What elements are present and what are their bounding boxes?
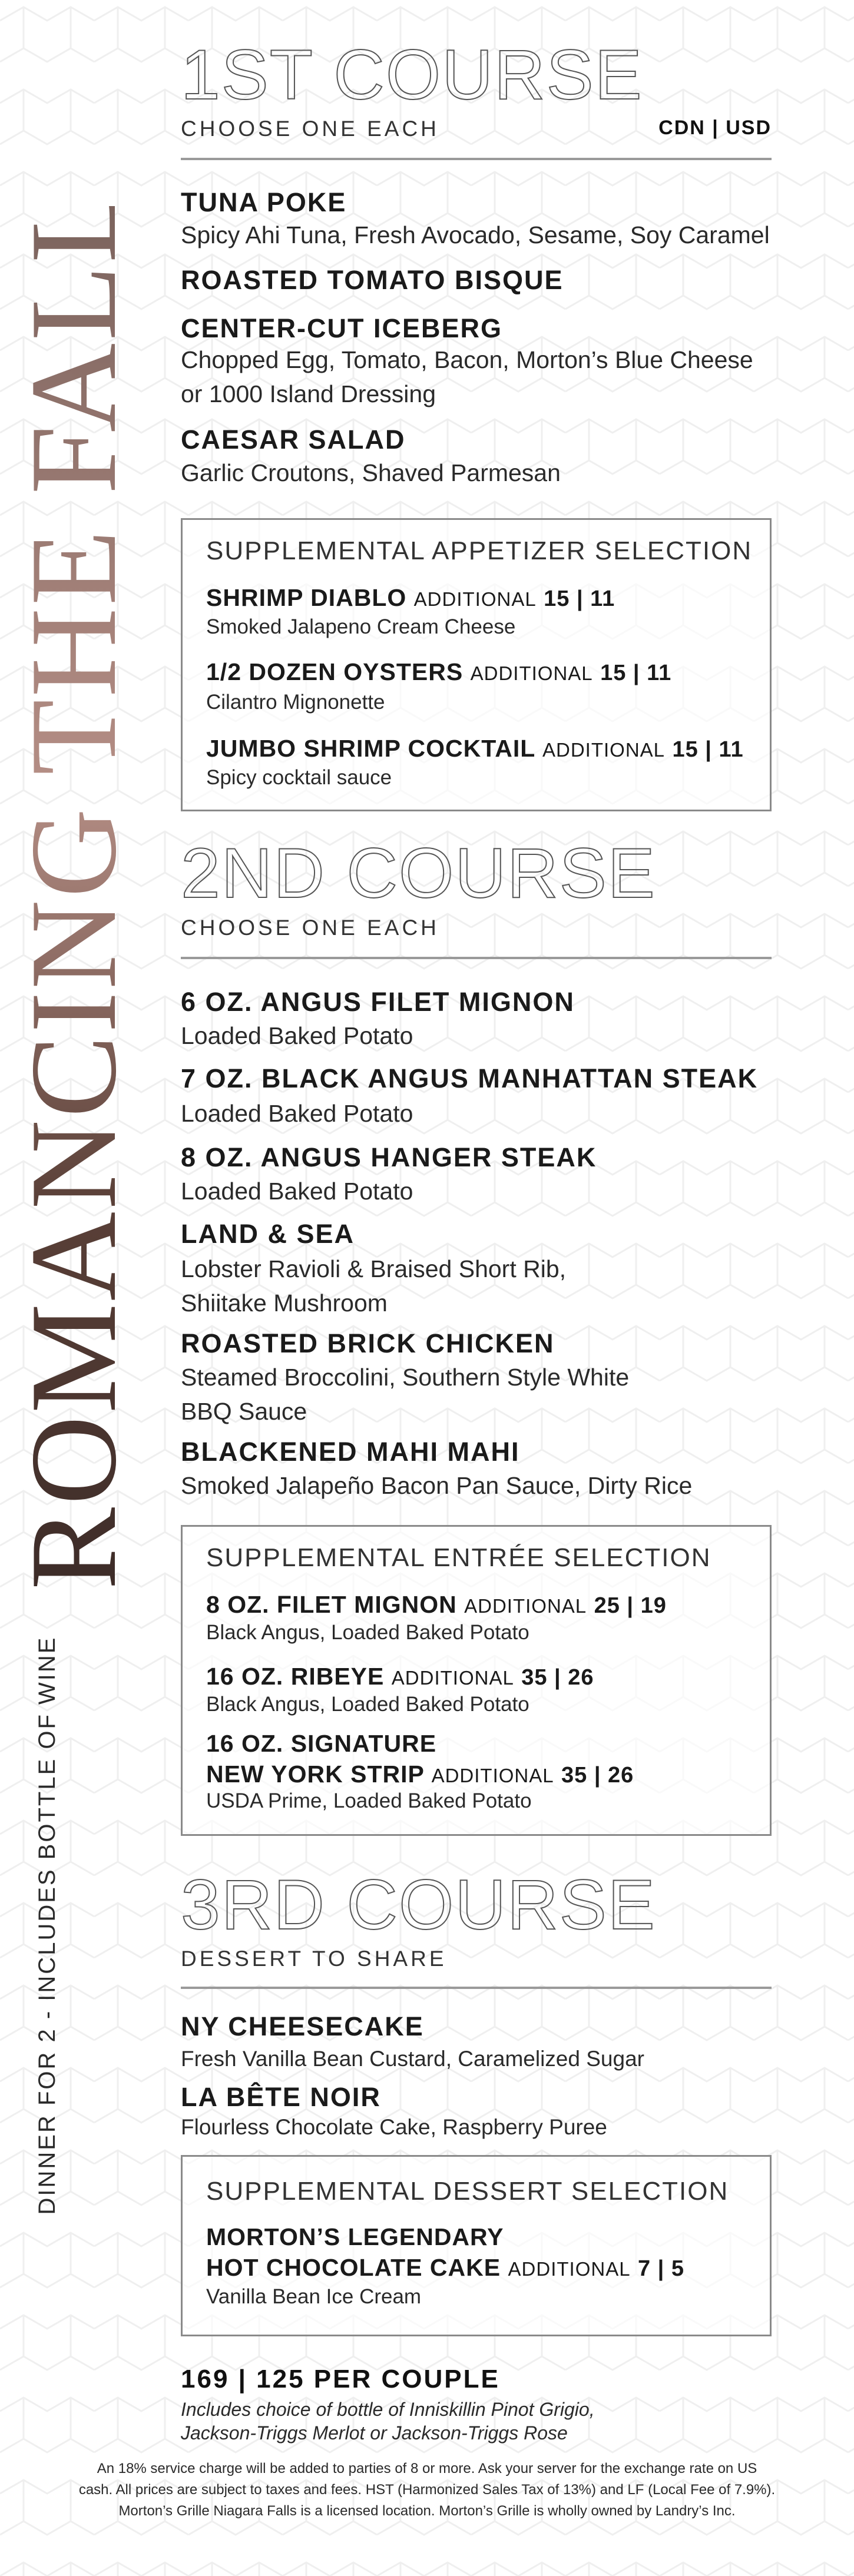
course2-item-desc: Steamed Broccolini, Southern Style White BBQ Sauce <box>181 1364 630 1425</box>
course3-subtitle: DESSERT TO SHARE <box>181 1947 447 1971</box>
course3-title: 3RD COURSE <box>181 1865 656 1944</box>
course2-item-name: BLACKENED MAHI MAHI <box>181 1437 520 1467</box>
course3-item-name: NY CHEESECAKE <box>181 2011 424 2041</box>
course2-item-desc: Loaded Baked Potato <box>181 1178 413 1205</box>
footer-disclaimer <box>65 2458 789 2522</box>
course1-title: 1ST COURSE <box>181 35 643 114</box>
supp-item-desc: USDA Prime, Loaded Baked Potato <box>206 1789 532 1812</box>
course2-item-name: LAND & SEA <box>181 1219 355 1249</box>
supp-item-desc: Smoked Jalapeno Cream Cheese <box>206 615 516 638</box>
supp-item-name: 16 OZ. RIBEYE ADDITIONAL 35 | 26 <box>206 1663 594 1690</box>
course1-rule <box>181 158 772 160</box>
supplemental-appetizer-box <box>181 518 772 811</box>
supp-item-name: 1/2 DOZEN OYSTERS ADDITIONAL 15 | 11 <box>206 658 672 685</box>
supp-item-name: 8 OZ. FILET MIGNON ADDITIONAL 25 | 19 <box>206 1591 667 1618</box>
course2-item-desc: Loaded Baked Potato <box>181 1022 413 1049</box>
supp-item-name: MORTON’S LEGENDARY HOT CHOCOLATE CAKE ADDITIONAL 7 | 5 <box>206 2223 684 2281</box>
course2-title: 2ND COURSE <box>181 834 656 913</box>
couple-price: 169 | 125 PER COUPLE <box>181 2365 500 2393</box>
course1-item-desc: Spicy Ahi Tuna, Fresh Avocado, Sesame, Soy Caramel <box>181 221 770 248</box>
course2-item-desc: Loaded Baked Potato <box>181 1100 413 1127</box>
wine-note: Includes choice of bottle of Inniskillin Pinot Grigio, Jackson-Triggs Merlot or Jackson-Triggs Rose <box>181 2399 595 2444</box>
course2-rule <box>181 957 772 959</box>
side-subtitle: DINNER FOR 2 - INCLUDES BOTTLE OF WINE <box>34 1636 60 2215</box>
course2-item-name: 6 OZ. ANGUS FILET MIGNON <box>181 987 575 1017</box>
side-title: ROMANCING THE FALLS <box>0 206 147 1590</box>
course2-item-desc: Lobster Ravioli & Braised Short Rib, Shiitake Mushroom <box>181 1255 567 1317</box>
supplemental-dessert-box <box>181 2155 772 2336</box>
footer-line: An 18% service charge will be added to parties of 8 or more. Ask your server for the exchange rate on US <box>97 2461 757 2476</box>
supplemental-entree-title: SUPPLEMENTAL ENTRÉE SELECTION <box>206 1543 711 1572</box>
course3-item-desc: Flourless Chocolate Cake, Raspberry Puree <box>181 2115 607 2139</box>
course1-item-desc: Chopped Egg, Tomato, Bacon, Morton’s Blue Cheese or 1000 Island Dressing <box>181 346 753 407</box>
supp-item-name: SHRIMP DIABLO ADDITIONAL 15 | 11 <box>206 584 615 611</box>
course1-subtitle: CHOOSE ONE EACH <box>181 117 439 141</box>
course2-item-name: 7 OZ. BLACK ANGUS MANHATTAN STEAK <box>181 1063 759 1093</box>
footer-line: cash. All prices are subject to taxes and fees. HST (Harmonized Sales Tax of 13%) and LF (Local Fee of 7.9%). <box>78 2482 776 2498</box>
course1-item-name: TUNA POKE <box>181 187 347 217</box>
supp-item-name: JUMBO SHRIMP COCKTAIL ADDITIONAL 15 | 11 <box>206 735 744 762</box>
footer-line: Morton’s Grille Niagara Falls is a licensed location. Morton’s Grille is wholly owned by Landry’s Inc. <box>118 2503 736 2519</box>
supp-item-desc: Cilantro Mignonette <box>206 691 385 714</box>
course1-item-name: CAESAR SALAD <box>181 425 406 455</box>
supp-item-desc: Black Angus, Loaded Baked Potato <box>206 1621 529 1644</box>
course2-item-desc: Smoked Jalapeño Bacon Pan Sauce, Dirty Rice <box>181 1472 693 1499</box>
course1-item-desc: Garlic Croutons, Shaved Parmesan <box>181 459 561 486</box>
course2-item-name: ROASTED BRICK CHICKEN <box>181 1328 555 1358</box>
course1-item-name: ROASTED TOMATO BISQUE <box>181 265 564 295</box>
supplemental-dessert-title: SUPPLEMENTAL DESSERT SELECTION <box>206 2177 729 2206</box>
supp-item-desc: Black Angus, Loaded Baked Potato <box>206 1693 529 1716</box>
course2-subtitle: CHOOSE ONE EACH <box>181 916 439 940</box>
currency-label: CDN | USD <box>658 117 772 139</box>
course3-item-desc: Fresh Vanilla Bean Custard, Caramelized Sugar <box>181 2047 644 2071</box>
course3-item-name: LA BÊTE NOIR <box>181 2082 381 2112</box>
supp-item-desc: Vanilla Bean Ice Cream <box>206 2285 422 2308</box>
supplemental-entree-box <box>181 1525 772 1836</box>
supp-item-desc: Spicy cocktail sauce <box>206 766 392 789</box>
supplemental-appetizer-title: SUPPLEMENTAL APPETIZER SELECTION <box>206 536 753 565</box>
course3-rule <box>181 1987 772 1989</box>
course2-item-name: 8 OZ. ANGUS HANGER STEAK <box>181 1142 597 1172</box>
supp-item-name: 16 OZ. SIGNATURE NEW YORK STRIP ADDITIONAL 35 | 26 <box>206 1730 634 1788</box>
course1-item-name: CENTER-CUT ICEBERG <box>181 313 503 343</box>
